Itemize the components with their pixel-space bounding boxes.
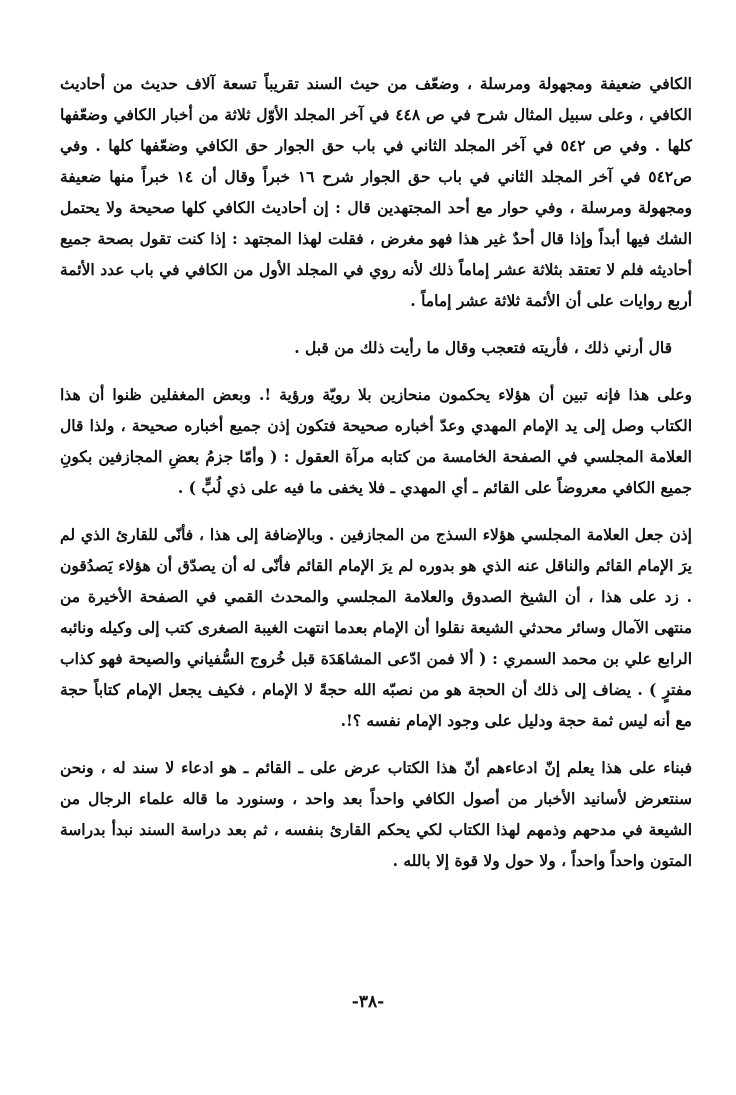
page-body (60, 68, 692, 876)
paragraph-1: الكافي ضعيفة ومجهولة ومرسلة ، وضعّف من حيث السند تقريباً تسعة آلاف حديث من أحاديث الكافي ، وعلى سبيل المثال شرح في ص ٤٤٨ في آخر المجلد الأوّل ثلاثة من أخبار الكافي وضعّفها كلها . وفي ص ٥٤٢ في آخر المجلد الثاني في باب حق الجوار حق الكافي وضعّفها كلها . وفي ص٥٤٢ في آخر المجلد الثاني في باب حق الجوار شرح ١٦ خبراً وقال أن ١٤ خبراً منها ضعيفة ومجهولة ومرسلة ، وفي حوار مع أحد المجتهدين قال : إن أحاديث الكافي كلها صحيحة ولا يحتمل الشك فيها أبداً وإذا قال أحدٌ غير هذا فهو مغرض ، فقلت لهذا المجتهد : إذا كنت تقول بصحة جميع أحاديثه فلم لا تعتقد بثلاثة عشر إماماً ذلك لأنه روي في المجلد الأول من الكافي في باب عدد الأئمة أربع روايات على أن الأئمة ثلاثة عشر إماماً . (60, 74, 692, 310)
paragraph-2: قال أرني ذلك ، فأريته فتعجب وقال ما رأيت ذلك من قبل . (294, 338, 672, 357)
page-number: -٣٨- (351, 992, 385, 1012)
paragraph-5: فبناء على هذا يعلم إنّ ادعاءهم أنّ هذا الكتاب عرض على ـ القائم ـ هو ادعاء لا سند له ، ونحن سنتعرض لأسانيد الأخبار من أصول الكافي واحداً بعد واحد ، وسنورد ما قاله علماء الرجال من الشيعة في مدحهم وذمهم لهذا الكتاب لكي يحكم القارئ بنفسه ، ثم بعد دراسة السند نبدأ بدراسة المتون واحداً واحداً ، ولا حول ولا قوة إلا بالله . (60, 758, 692, 870)
paragraph-3: وعلى هذا فإنه تبين أن هؤلاء يحكمون منحازين بلا رويّة ورؤية !. وبعض المغفلين ظنوا أن هذا الكتاب وصل إلى يد الإمام المهدي وعدّ أخباره صحيحة فتكون إذن جميع أخباره صحيحة ، ولذا قال العلامة المجلسي في الصفحة الخامسة من كتابه مرآة العقول : ( وأمّا جزمُ بعضِ المجازفين بكونِ جميع الكافي معروضاً على القائم ـ أي المهدي ـ فلا يخفى ما فيه على ذي لُبٍّ ) . (60, 385, 692, 497)
paragraph-4: إذن جعل العلامة المجلسي هؤلاء السذج من المجازفين . وبالإضافة إلى هذا ، فأنّى للقارئ الذي لم يرَ الإمام القائم والناقل عنه الذي هو بدوره لم يرَ الإمام القائم فأنّى له أن يصدّق أن هؤلاء يَصدُقون . زد على هذا ، أن الشيخ الصدوق والعلامة المجلسي والمحدث القمي في الصفحة الأخيرة من منتهى الآمال وسائر محدثي الشيعة نقلوا أن الإمام بعدما انتهت الغيبة الصغرى كتب إلى وكيله ونائبه الرابع علي بن محمد السمري : ( ألا فمن ادّعى المشاهَدَة قبل خُروج السُّفياني والصيحة فهو كذاب مفترٍ ) . يضاف إلى ذلك أن الحجة هو من نصبّه الله حجةً لا الإمام ، فكيف يجعل الإمام كتاباً حجة مع أنه ليس ثمة حجة ودليل على وجود الإمام نفسه ؟!. (60, 525, 692, 730)
